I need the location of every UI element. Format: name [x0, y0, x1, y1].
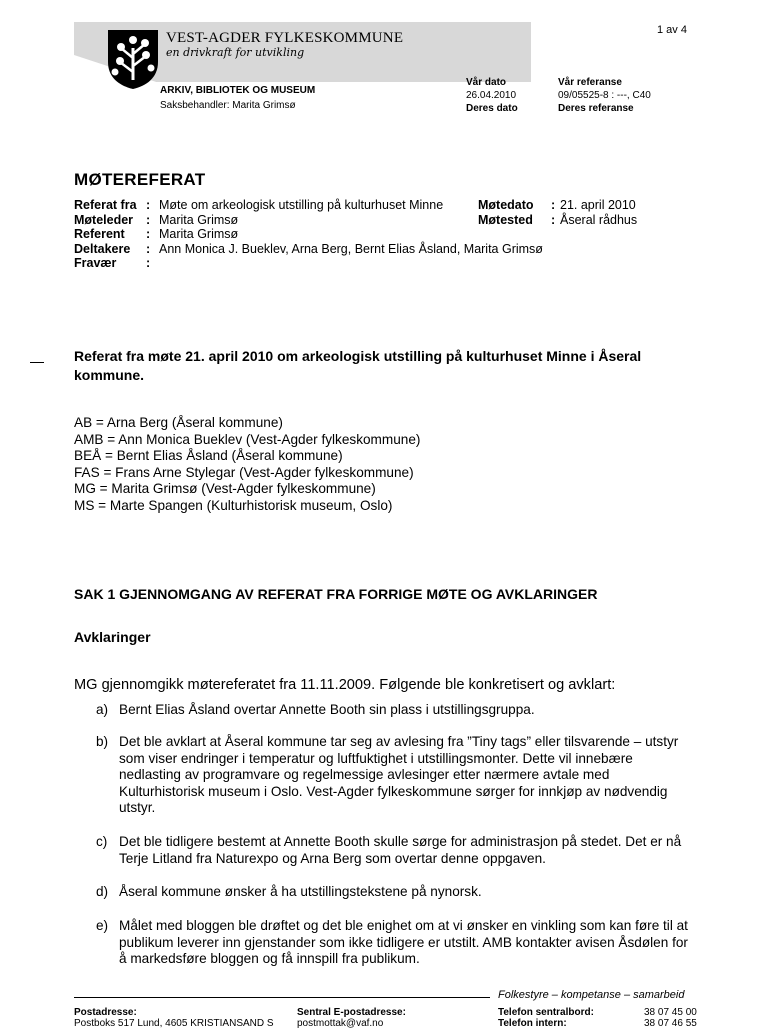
abbreviation-item: FAS = Frans Arne Stylegar (Vest-Agder fylkeskommune) — [74, 464, 414, 480]
list-item-letter: b) — [96, 734, 109, 749]
abbreviation-item: AB = Arna Berg (Åseral kommune) — [74, 415, 283, 430]
postal-label: Postadresse: — [74, 1007, 137, 1018]
document-title: MØTEREFERAT — [74, 170, 206, 189]
footer-motto: Folkestyre – kompetanse – samarbeid — [498, 989, 685, 1001]
list-item-text: Åseral kommune ønsker å ha utstillingstekstene på nynorsk. — [119, 884, 482, 899]
phone-internal-label: Telefon intern: — [498, 1018, 567, 1029]
referent-value: Marita Grimsø — [159, 227, 239, 242]
our-ref-label: Vår referanse — [558, 77, 622, 88]
their-ref-label: Deres referanse — [558, 103, 634, 114]
referent-label: Referent — [74, 227, 125, 242]
county-crest-icon — [106, 28, 160, 90]
fravaer-label: Fravær — [74, 256, 117, 271]
deltakere-label: Deltakere — [74, 241, 131, 256]
org-tagline: en drivkraft for utvikling — [166, 46, 305, 59]
referat-fra-label: Referat fra — [74, 198, 137, 212]
phone-internal: 38 07 46 55 — [644, 1018, 697, 1029]
our-date: 26.04.2010 — [466, 90, 517, 101]
list-item-letter: a) — [96, 702, 109, 717]
list-item-text: Målet med bloggen ble drøftet og det ble enighet om at vi ønsker en vinkling som kan føre til at publikum leverer inn gjenstander som ikke tidligere er utstilt. AMB kontakter avisen Åsdølen for å markedsføre bloggen og få innspill fra publikum. — [119, 918, 688, 967]
section-title: Avklaringer — [74, 629, 151, 645]
moteleder-value: Marita Grimsø — [159, 212, 239, 227]
our-ref: 09/05525-8 : ---, C40 — [558, 90, 651, 101]
motested-label: Møtested — [478, 212, 533, 227]
phone-main: 38 07 45 00 — [644, 1007, 697, 1018]
intro-paragraph: MG gjennomgikk møtereferatet fra 11.11.2009. Følgende ble konkretisert og avklart: — [74, 677, 616, 693]
date-block — [466, 76, 518, 115]
case-handler: Saksbehandler: Marita Grimsø — [160, 100, 296, 111]
abbreviation-item: MS = Marte Spangen (Kulturhistorisk museum, Oslo) — [74, 497, 393, 513]
motedato-label: Møtedato — [478, 198, 534, 212]
postal-value: Postboks 517 Lund, 4605 KRISTIANSAND S — [74, 1018, 274, 1029]
org-name: VEST-AGDER FYLKESKOMMUNE — [166, 30, 404, 46]
phone-main-label: Telefon sentralbord: — [498, 1007, 594, 1018]
abbreviation-list — [74, 415, 420, 515]
reference-block — [558, 76, 651, 115]
abbreviation-item: BEÅ = Bernt Elias Åsland (Åseral kommune) — [74, 448, 343, 464]
list-item-text: Bernt Elias Åsland overtar Annette Booth sin plass i utstillingsgruppa. — [119, 702, 535, 717]
list-item-letter: d) — [96, 884, 109, 899]
margin-dash — [30, 362, 44, 363]
meeting-heading: Referat fra møte 21. april 2010 om arkeologisk utstilling på kulturhuset Minne i Åseral kommune. — [74, 348, 642, 383]
footer-divider — [74, 997, 490, 998]
sak-title: SAK 1 GJENNOMGANG AV REFERAT FRA FORRIGE MØTE OG AVKLARINGER — [74, 586, 598, 602]
list-item-letter: c) — [96, 834, 108, 849]
abbreviation-item: MG = Marita Grimsø (Vest-Agder fylkeskommune) — [74, 481, 376, 497]
motedato-value: 21. april 2010 — [560, 198, 636, 212]
deltakere-value: Ann Monica J. Bueklev, Arna Berg, Bernt Elias Åsland, Marita Grimsø — [159, 241, 543, 256]
our-date-label: Vår dato — [466, 77, 507, 88]
motested-value: Åseral rådhus — [560, 212, 638, 227]
email-value: postmottak@vaf.no — [297, 1018, 384, 1029]
department: ARKIV, BIBLIOTEK OG MUSEUM — [160, 85, 316, 96]
list-item-text: Det ble avklart at Åseral kommune tar seg av avlesing fra ”Tiny tags” eller tilsvarende – utstyr som viser endringer i temperatur og luftfuktighet i utstillingsmonter. Dette vil innebære nedlasting av programvare og regelmessige avlesinger etter nærmere avtale med Kulturhistorisk museum i Oslo. Vest-Agder fylkeskommune sørger for innkjøp av nødvendig utstyr. — [119, 734, 679, 816]
meeting-meta: Referat fra : Møte om arkeologisk utstilling på kulturhuset Minne Møtedato : 21. april 2010 Møteleder : Marita Grimsø Møtested : Åseral rådhus Referent : Marita Grimsø Deltakere : Ann Monica J. Bueklev, Arna Berg, Bernt Elias Åsland, Marita Grimsø Fravær : — [74, 198, 638, 271]
referat-fra-value: Møte om arkeologisk utstilling på kulturhuset Minne — [159, 198, 444, 212]
page-number: 1 av 4 — [657, 24, 687, 36]
their-date-label: Deres dato — [466, 103, 518, 114]
list-item-letter: e) — [96, 918, 109, 933]
list-item-text: Det ble tidligere bestemt at Annette Booth skulle sørge for administrasjon på stedet. Det er nå Terje Litland fra Naturexpo og Arna Berg som overtar denne oppgaven. — [119, 834, 682, 866]
email-label: Sentral E-postadresse: — [297, 1007, 406, 1018]
moteleder-label: Møteleder — [74, 212, 134, 227]
abbreviation-item: AMB = Ann Monica Bueklev (Vest-Agder fylkeskommune) — [74, 431, 421, 447]
